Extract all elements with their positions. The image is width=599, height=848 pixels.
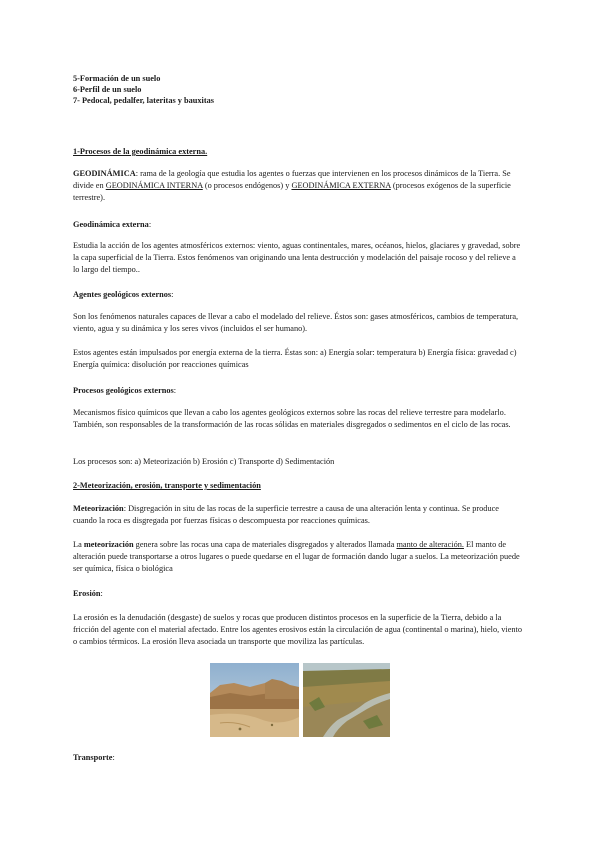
- meteorizacion-term: Meteorización: [73, 504, 124, 513]
- toc-list: [73, 73, 523, 106]
- geo-externa-paragraph: Estudia la acción de los agentes atmosféricos externos: viento, aguas continentales, mares, océanos, hielos, glaciares y gravedad, sobre la capa superficial de la Tierra. Estos fenómenos van originando una lenta destrucción y modelación del paisaje rocoso y del relieve a lo largo del tiempo..: [73, 241, 521, 274]
- erosion-title: Erosión:: [73, 589, 103, 598]
- manto-paragraph: La meteorización genera sobre las rocas una capa de materiales disgregados y alterados llamada manto de alteración. El manto de alteración puede transportarse a otros lugares o puede quedarse en el lugar de formación dando lugar a suelos. La meteorización puede ser química, física o biológica: [73, 540, 520, 573]
- section-heading-2: 2-Meteorización, erosión, transporte y sedimentación: [73, 481, 261, 490]
- toc-item: 6-Perfil de un suelo: [73, 85, 142, 94]
- energia-paragraph: Estos agentes están impulsados por energía externa de la tierra. Éstas son: a) Energía solar: temperatura b) Energía física: gravedad c) Energía química: disolución por reacciones químicas: [73, 348, 517, 369]
- section-heading-1: 1-Procesos de la geodinámica externa.: [73, 147, 208, 156]
- agentes-title: Agentes geológicos externos:: [73, 290, 174, 299]
- toc-item: 7- Pedocal, pedalfer, lateritas y bauxitas: [73, 96, 214, 105]
- transporte-title: Transporte:: [73, 753, 115, 762]
- geodinamica-interna-link[interactable]: GEODINÁMICA INTERNA: [105, 181, 203, 190]
- geodinamica-term: GEODINÁMICA: [73, 169, 136, 178]
- geodinamica-externa-link[interactable]: GEODINÁMICA EXTERNA: [291, 181, 391, 190]
- toc-item: 5-Formación de un suelo: [73, 74, 161, 83]
- geo-externa-title: Geodinámica externa:: [73, 220, 152, 229]
- desert-landscape-image: [210, 663, 299, 737]
- erosion-paragraph: La erosión es la denudación (desgaste) de suelos y rocas que producen distintos procesos en la superficie de la Tierra, debido a la fricción del agente con el material afectado. Entre los agentes erosivos están la circulación de agua (continental o marina), hielo, viento o cambios térmicos. La erosión lleva asociada un transporte que moviliza las partículas.: [73, 613, 522, 646]
- river-erosion-image: [303, 663, 390, 737]
- agentes-paragraph: Son los fenómenos naturales capaces de llevar a cabo el modelado del relieve. Éstos son: gases atmosféricos, cambios de temperatura, viento, agua y su dinámica y los seres vivos (incluidos el ser humano).: [73, 312, 519, 333]
- manto-alteracion-link[interactable]: manto de alteración.: [396, 540, 464, 549]
- procesos-list: Los procesos son: a) Meteorización b) Erosión c) Transporte d) Sedimentación: [73, 457, 335, 466]
- meteorizacion-paragraph: Meteorización: Disgregación in situ de las rocas de la superficie terrestre a causa de una alteración lenta y continua. Se produce cuando la roca es disgregada por fuerzas físicas o descompuesta por reacciones químicas.: [73, 504, 499, 525]
- procesos-title: Procesos geológicos externos:: [73, 386, 177, 395]
- procesos-paragraph: Mecanismos físico químicos que llevan a cabo los agentes geológicos externos sobre las rocas del relieve terrestre para modelarlo. También, son responsables de la transformación de las rocas sólidas en materiales disgregados o sedimentos en el ciclo de las rocas.: [73, 408, 511, 429]
- geodinamica-paragraph: GEODINÁMICA: rama de la geología que estudia los agentes o fuerzas que intervienen en los procesos dinámicos de la Tierra. Se divide en GEODINÁMICA INTERNA (o procesos endógenos) y GEODINÁMICA EXTERNA (procesos exógenos de la superficie terrestre).: [73, 169, 511, 202]
